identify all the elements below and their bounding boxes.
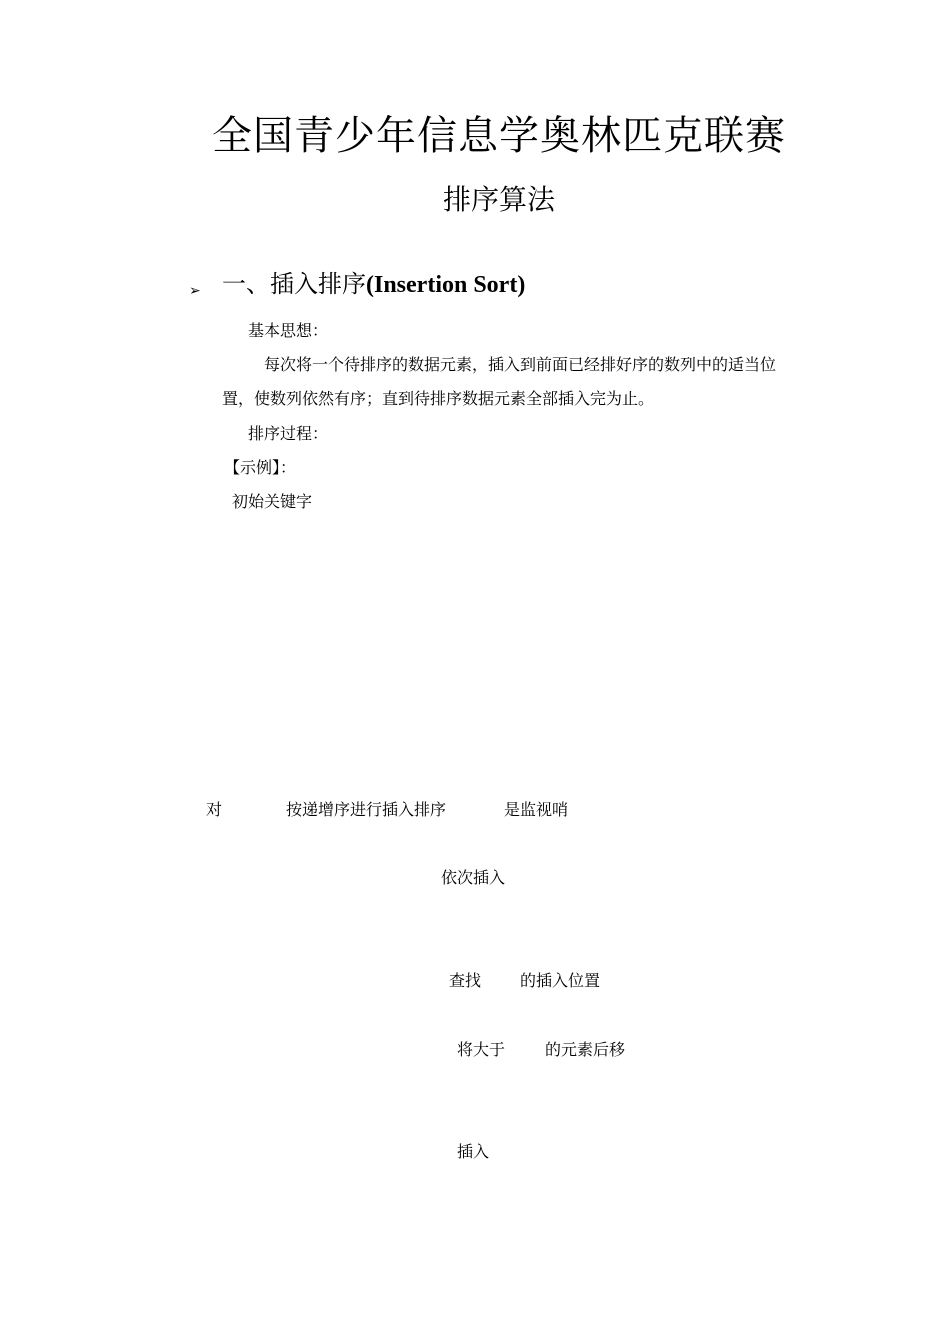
section-heading-english: (Insertion Sort) [366,272,526,298]
section-heading [222,264,525,299]
page-subtitle: 排序算法 [442,183,555,216]
arrow-bullet-icon: ➢ [189,283,201,299]
section-heading-number: 一、插入排序 [222,270,366,298]
step-shift-suffix: 的元素后移 [545,1040,626,1059]
step-shift-prefix: 将大于 [457,1040,506,1059]
step-insert-in-order: 依次插入 [441,868,506,887]
diagram-caption-sentinel: 是监视哨 [504,800,569,819]
step-find-suffix: 的插入位置 [520,971,601,990]
process-label: 排序过程： [248,424,329,443]
diagram-caption-middle: 按递增序进行插入排序 [286,800,447,819]
step-insert: 插入 [457,1142,490,1161]
initial-keys-label: 初始关键字 [232,492,313,511]
basic-idea-line-1: 每次将一个待排序的数据元素，插入到前面已经排好序的数列中的适当位 [264,355,777,374]
page-title: 全国青少年信息学奥林匹克联赛 [212,113,786,159]
basic-idea-label: 基本思想： [248,321,329,340]
diagram-caption-prefix: 对 [206,800,223,819]
example-label: 【示例】： [224,458,297,477]
basic-idea-line-2: 置，使数列依然有序；直到待排序数据元素全部插入完为止。 [222,389,655,408]
step-find-prefix: 查找 [449,971,482,990]
